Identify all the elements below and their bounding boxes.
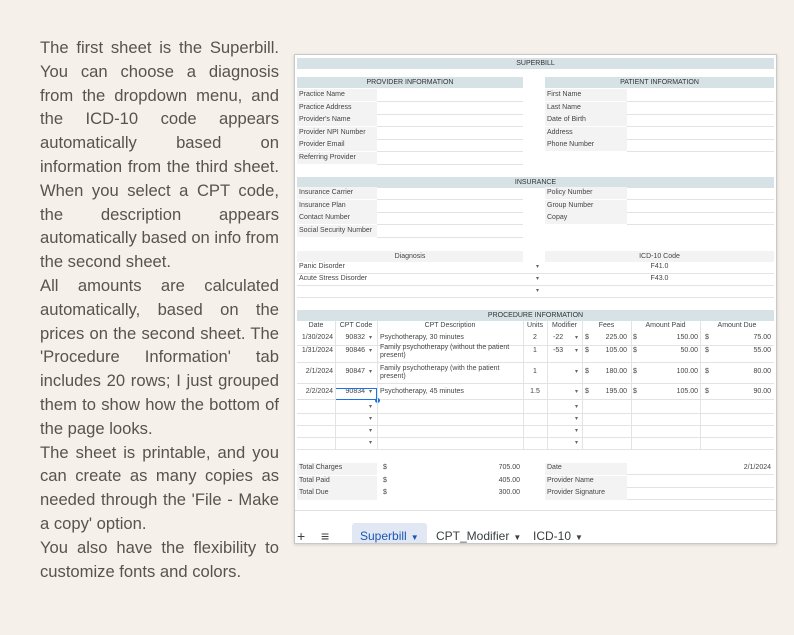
cpt-code-select[interactable]: 90834 <box>345 388 365 395</box>
patient-field-label: Last Name <box>547 103 581 111</box>
diagnosis-select[interactable]: Panic Disorder <box>299 263 345 270</box>
tab-cpt-modifier-label: CPT_Modifier <box>436 529 510 543</box>
procedure-row-divider <box>297 425 774 426</box>
dropdown-arrow-icon[interactable]: ▾ <box>575 389 579 395</box>
icd10-code-cell: F43.0 <box>650 275 669 282</box>
add-sheet-button[interactable]: + <box>297 528 306 544</box>
currency-symbol: $ <box>585 347 589 354</box>
totals-right-value-cell[interactable] <box>627 499 774 500</box>
column-divider <box>582 320 583 450</box>
totals-right-value-cell[interactable] <box>627 474 774 475</box>
provider-field-label: Provider NPI Number <box>299 128 366 136</box>
currency-symbol: $ <box>705 368 709 375</box>
tab-superbill[interactable] <box>352 523 427 544</box>
modifier-select[interactable]: -53 <box>553 347 564 354</box>
dropdown-arrow-icon[interactable]: ▾ <box>575 348 579 354</box>
insurance-header: INSURANCE <box>297 177 774 188</box>
currency-symbol: $ <box>633 334 637 341</box>
currency-symbol: $ <box>383 476 387 484</box>
procedure-row-divider <box>297 449 774 450</box>
provider-value-cell[interactable] <box>377 151 523 152</box>
insurance-value-cell[interactable] <box>377 224 523 225</box>
diagnosis-row-divider <box>297 273 774 274</box>
procedure-col-header: Units <box>527 322 543 329</box>
dropdown-arrow-icon[interactable]: ▾ <box>369 335 373 341</box>
amount-due-cell: 80.00 <box>753 368 771 375</box>
tab-icd10-label: ICD-10 <box>533 529 572 543</box>
procedure-col-header: CPT Code <box>339 322 373 329</box>
amount-due-cell: 55.00 <box>753 347 771 354</box>
units-cell[interactable]: 1 <box>533 368 537 375</box>
procedure-date-cell[interactable]: 1/30/2024 <box>301 334 333 341</box>
totals-label: Total Charges <box>299 464 343 471</box>
amount-due-cell: 75.00 <box>753 334 771 341</box>
column-divider <box>631 320 632 450</box>
patient-value-cell[interactable] <box>627 126 774 127</box>
cpt-description-cell: Family psychotherapy (without the patient present) <box>380 344 510 359</box>
intro-paragraph-4: You also have the flexibility to customize fonts and colors. <box>40 537 279 581</box>
dropdown-arrow-icon[interactable]: ▾ <box>575 428 579 434</box>
dropdown-arrow-icon[interactable]: ▾ <box>575 369 579 375</box>
fees-cell: 105.00 <box>605 347 627 354</box>
patient-info-header: PATIENT INFORMATION <box>545 77 774 88</box>
icd10-code-cell: F41.0 <box>650 263 669 270</box>
procedure-row-divider <box>297 345 774 346</box>
insurance-value-cell[interactable] <box>377 199 523 200</box>
insurance-field-label: Policy Number <box>547 189 593 196</box>
column-divider <box>547 320 548 450</box>
diagnosis-row-divider <box>297 285 774 286</box>
patient-value-cell[interactable] <box>627 139 774 140</box>
insurance-value-cell[interactable] <box>377 212 523 213</box>
totals-label: Total Due <box>299 489 329 496</box>
cpt-description-cell: Psychotherapy, 45 minutes <box>380 388 464 395</box>
insurance-field-label: Group Number <box>547 201 594 209</box>
procedure-row-divider <box>297 437 774 438</box>
diagnosis-col-header: Diagnosis <box>297 251 523 262</box>
intro-text <box>40 36 279 583</box>
insurance-value-cell[interactable] <box>377 237 523 238</box>
dropdown-arrow-icon[interactable]: ▾ <box>575 416 579 422</box>
cpt-description-cell: Family psychotherapy (with the patient present) <box>380 365 500 380</box>
amount-paid-cell[interactable]: 150.00 <box>676 334 698 341</box>
totals-right-value-cell[interactable] <box>627 487 774 488</box>
currency-symbol: $ <box>705 388 709 395</box>
chevron-down-icon[interactable]: ▼ <box>513 533 522 542</box>
intro-paragraph-1: The first sheet is the Superbill. You can choose a diagnosis from the dropdown menu, and the ICD-10 code appears automatically based on information from the third sheet. When you select a CPT code, the description appears automatically based on info from the second sheet. <box>40 38 279 272</box>
patient-value-cell[interactable] <box>627 101 774 102</box>
superbill-title: SUPERBILL <box>297 58 774 69</box>
cpt-code-select[interactable]: 90832 <box>345 334 365 341</box>
patient-field-label: Date of Birth <box>547 116 586 123</box>
dropdown-arrow-icon[interactable]: ▾ <box>369 404 373 410</box>
totals-value: 405.00 <box>498 476 520 484</box>
procedure-col-header: Date <box>308 322 324 329</box>
currency-symbol: $ <box>705 334 709 341</box>
sheet-tab-bar <box>295 510 777 544</box>
dropdown-arrow-icon[interactable]: ▾ <box>575 440 579 446</box>
amount-due-cell: 90.00 <box>753 388 771 395</box>
icd10-col-header: ICD-10 Code <box>545 251 774 262</box>
selected-cell-outline[interactable] <box>335 388 377 400</box>
insurance-field-label: Contact Number <box>299 214 350 221</box>
procedure-col-header: CPT Description <box>424 322 476 329</box>
all-sheets-menu-icon[interactable]: ≡ <box>321 528 330 544</box>
signature-date-value[interactable]: 2/1/2024 <box>743 464 771 471</box>
chevron-down-icon[interactable]: ▼ <box>575 533 583 542</box>
patient-field-label: First Name <box>547 91 582 98</box>
units-cell[interactable]: 1.5 <box>530 388 540 395</box>
fees-cell: 195.00 <box>605 388 627 395</box>
dropdown-arrow-icon[interactable]: ▾ <box>369 416 373 422</box>
amount-paid-cell[interactable]: 100.00 <box>676 368 698 375</box>
procedure-row-divider <box>297 413 774 414</box>
cpt-code-select[interactable]: 90846 <box>345 347 365 354</box>
fees-cell: 180.00 <box>605 368 627 375</box>
dropdown-arrow-icon[interactable]: ▾ <box>575 335 579 341</box>
procedure-col-header: Amount Due <box>717 322 757 329</box>
tab-icd10[interactable] <box>533 523 583 544</box>
insurance-value-cell[interactable] <box>627 224 774 225</box>
patient-value-cell[interactable] <box>627 114 774 115</box>
fees-cell: 225.00 <box>605 334 627 341</box>
currency-symbol: $ <box>633 368 637 375</box>
cpt-code-select[interactable]: 90847 <box>345 368 365 375</box>
procedure-row-divider <box>297 362 774 363</box>
totals-right-label: Provider Signature <box>547 489 605 496</box>
currency-symbol: $ <box>585 388 589 395</box>
tab-cpt-modifier[interactable] <box>436 523 521 544</box>
currency-symbol: $ <box>705 347 709 354</box>
dropdown-arrow-icon[interactable]: ▾ <box>369 389 373 395</box>
insurance-field-label: Insurance Plan <box>299 201 346 209</box>
dropdown-arrow-icon[interactable]: ▾ <box>536 276 540 282</box>
tab-superbill-label: Superbill <box>360 529 407 543</box>
currency-symbol: $ <box>585 368 589 375</box>
column-divider <box>700 320 701 450</box>
provider-value-cell[interactable] <box>377 164 523 165</box>
column-divider <box>377 320 378 450</box>
provider-value-cell[interactable] <box>377 139 523 140</box>
intro-paragraph-2: All amounts are calculated automatically, based on the prices on the second sheet. The 'Procedure Information' tab includes 20 rows; I just grouped them to show how the bottom of the page looks. <box>40 275 279 438</box>
insurance-field-label: Copay <box>547 214 568 221</box>
amount-paid-cell[interactable]: 50.00 <box>680 347 698 354</box>
provider-value-cell[interactable] <box>377 126 523 127</box>
procedure-info-header: PROCEDURE INFORMATION <box>297 310 774 321</box>
dropdown-arrow-icon[interactable]: ▾ <box>369 428 373 434</box>
currency-symbol: $ <box>383 489 387 496</box>
procedure-row-divider <box>297 383 774 384</box>
chevron-down-icon[interactable]: ▼ <box>410 533 419 542</box>
procedure-col-header: Amount Paid <box>645 322 686 329</box>
column-divider <box>335 320 336 450</box>
insurance-field-label: Insurance Carrier <box>299 189 354 196</box>
totals-value: 705.00 <box>498 464 520 471</box>
provider-field-label: Practice Name <box>299 91 345 98</box>
dropdown-arrow-icon[interactable]: ▾ <box>575 404 579 410</box>
totals-label: Total Paid <box>299 476 330 484</box>
provider-field-label: Provider's Name <box>299 116 351 123</box>
modifier-select[interactable]: -22 <box>553 334 564 341</box>
diagnosis-select[interactable]: Acute Stress Disorder <box>299 275 368 282</box>
patient-field-label: Address <box>547 128 573 136</box>
totals-right-label: Date <box>547 464 562 471</box>
currency-symbol: $ <box>633 388 637 395</box>
cpt-description-cell: Psychotherapy, 30 minutes <box>380 334 464 341</box>
patient-value-cell[interactable] <box>627 151 774 152</box>
provider-field-label: Referring Provider <box>299 153 356 161</box>
dropdown-arrow-icon[interactable]: ▾ <box>536 288 540 294</box>
dropdown-arrow-icon[interactable]: ▾ <box>369 348 373 354</box>
insurance-value-cell[interactable] <box>627 199 774 200</box>
provider-field-label: Practice Address <box>299 103 352 111</box>
currency-symbol: $ <box>633 347 637 354</box>
currency-symbol: $ <box>383 464 387 471</box>
units-cell[interactable]: 2 <box>533 334 537 341</box>
superbill-sheet <box>295 55 777 510</box>
currency-symbol: $ <box>585 334 589 341</box>
totals-right-label: Provider Name <box>547 476 594 484</box>
procedure-col-header: Fees <box>598 322 615 329</box>
provider-value-cell[interactable] <box>377 101 523 102</box>
patient-field-label: Phone Number <box>547 141 595 148</box>
dropdown-arrow-icon[interactable]: ▾ <box>369 369 373 375</box>
dropdown-arrow-icon[interactable]: ▾ <box>536 264 540 270</box>
procedure-col-header: Modifier <box>552 322 577 329</box>
insurance-field-label: Social Security Number <box>299 226 373 234</box>
procedure-date-cell[interactable]: 2/1/2024 <box>305 368 333 375</box>
provider-info-header: PROVIDER INFORMATION <box>297 77 523 88</box>
dropdown-arrow-icon[interactable]: ▾ <box>369 440 373 446</box>
amount-paid-cell[interactable]: 105.00 <box>676 388 698 395</box>
diagnosis-row-divider <box>297 297 774 298</box>
spreadsheet-window <box>294 54 777 544</box>
column-divider <box>523 320 524 450</box>
procedure-date-cell[interactable]: 2/2/2024 <box>305 388 333 395</box>
units-cell[interactable]: 1 <box>533 347 537 354</box>
provider-field-label: Provider Email <box>299 141 345 148</box>
procedure-date-cell[interactable]: 1/31/2024 <box>301 347 333 354</box>
intro-paragraph-3: The sheet is printable, and you can create as many copies as needed through the 'File - Make a copy' option. <box>40 442 279 533</box>
totals-value: 300.00 <box>498 489 520 496</box>
provider-value-cell[interactable] <box>377 114 523 115</box>
insurance-value-cell[interactable] <box>627 212 774 213</box>
